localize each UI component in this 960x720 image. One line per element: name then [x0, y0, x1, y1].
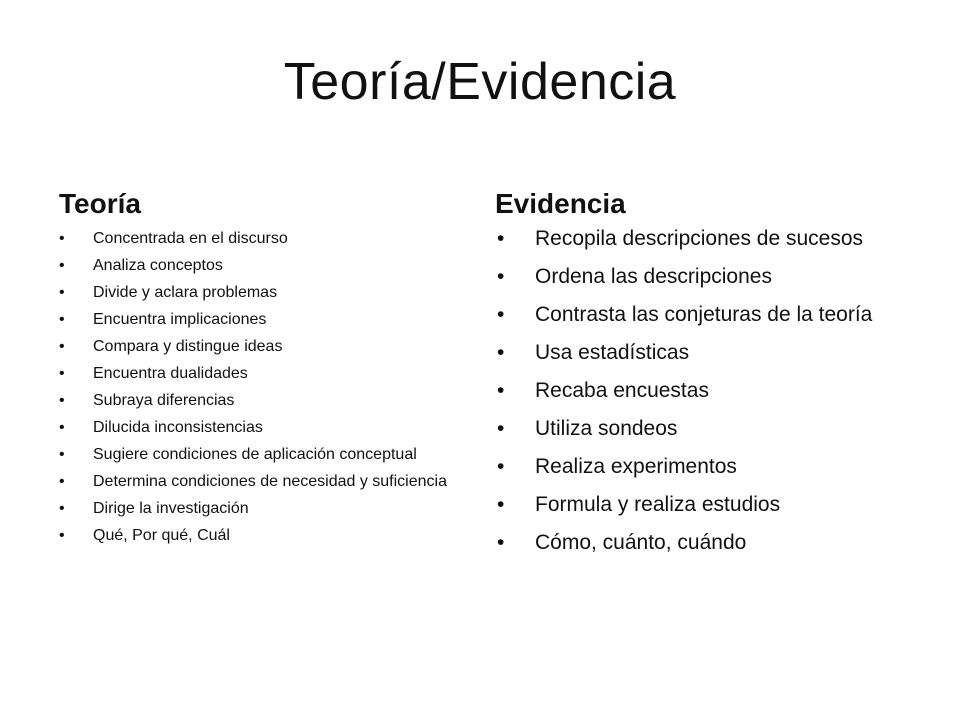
list-item: • Subraya diferencias	[59, 392, 459, 409]
slide-title: Teoría/Evidencia	[283, 53, 677, 111]
evidence-heading: Evidencia	[495, 188, 626, 219]
theory-list	[59, 230, 459, 544]
theory-column	[59, 188, 459, 554]
theory-heading: Teoría	[59, 188, 141, 219]
list-item: • Qué, Por qué, Cuál	[59, 527, 459, 544]
list-item: • Dilucida inconsistencias	[59, 419, 459, 436]
list-item: • Encuentra dualidades	[59, 365, 459, 382]
list-item: • Cómo, cuánto, cuándo	[495, 530, 915, 556]
list-item: • Dirige la investigación	[59, 500, 459, 517]
list-item: • Recaba encuestas	[495, 378, 915, 404]
list-item: • Usa estadísticas	[495, 340, 915, 366]
evidence-column	[495, 188, 915, 568]
list-item: • Encuentra implicaciones	[59, 311, 459, 328]
list-item: • Concentrada en el discurso	[59, 230, 459, 247]
list-item: • Compara y distingue ideas	[59, 338, 459, 355]
list-item: • Divide y aclara problemas	[59, 284, 459, 301]
list-item: • Recopila descripciones de sucesos	[495, 226, 915, 252]
list-item: • Analiza conceptos	[59, 257, 459, 274]
list-item: • Determina condiciones de necesidad y suficiencia	[59, 473, 459, 490]
list-item: • Formula y realiza estudios	[495, 492, 915, 518]
list-item: • Sugiere condiciones de aplicación conceptual	[59, 446, 459, 463]
list-item: • Realiza experimentos	[495, 454, 915, 480]
list-item: • Utiliza sondeos	[495, 416, 915, 442]
evidence-list	[495, 226, 915, 556]
list-item: • Contrasta las conjeturas de la teoría	[495, 302, 915, 328]
list-item: • Ordena las descripciones	[495, 264, 915, 290]
